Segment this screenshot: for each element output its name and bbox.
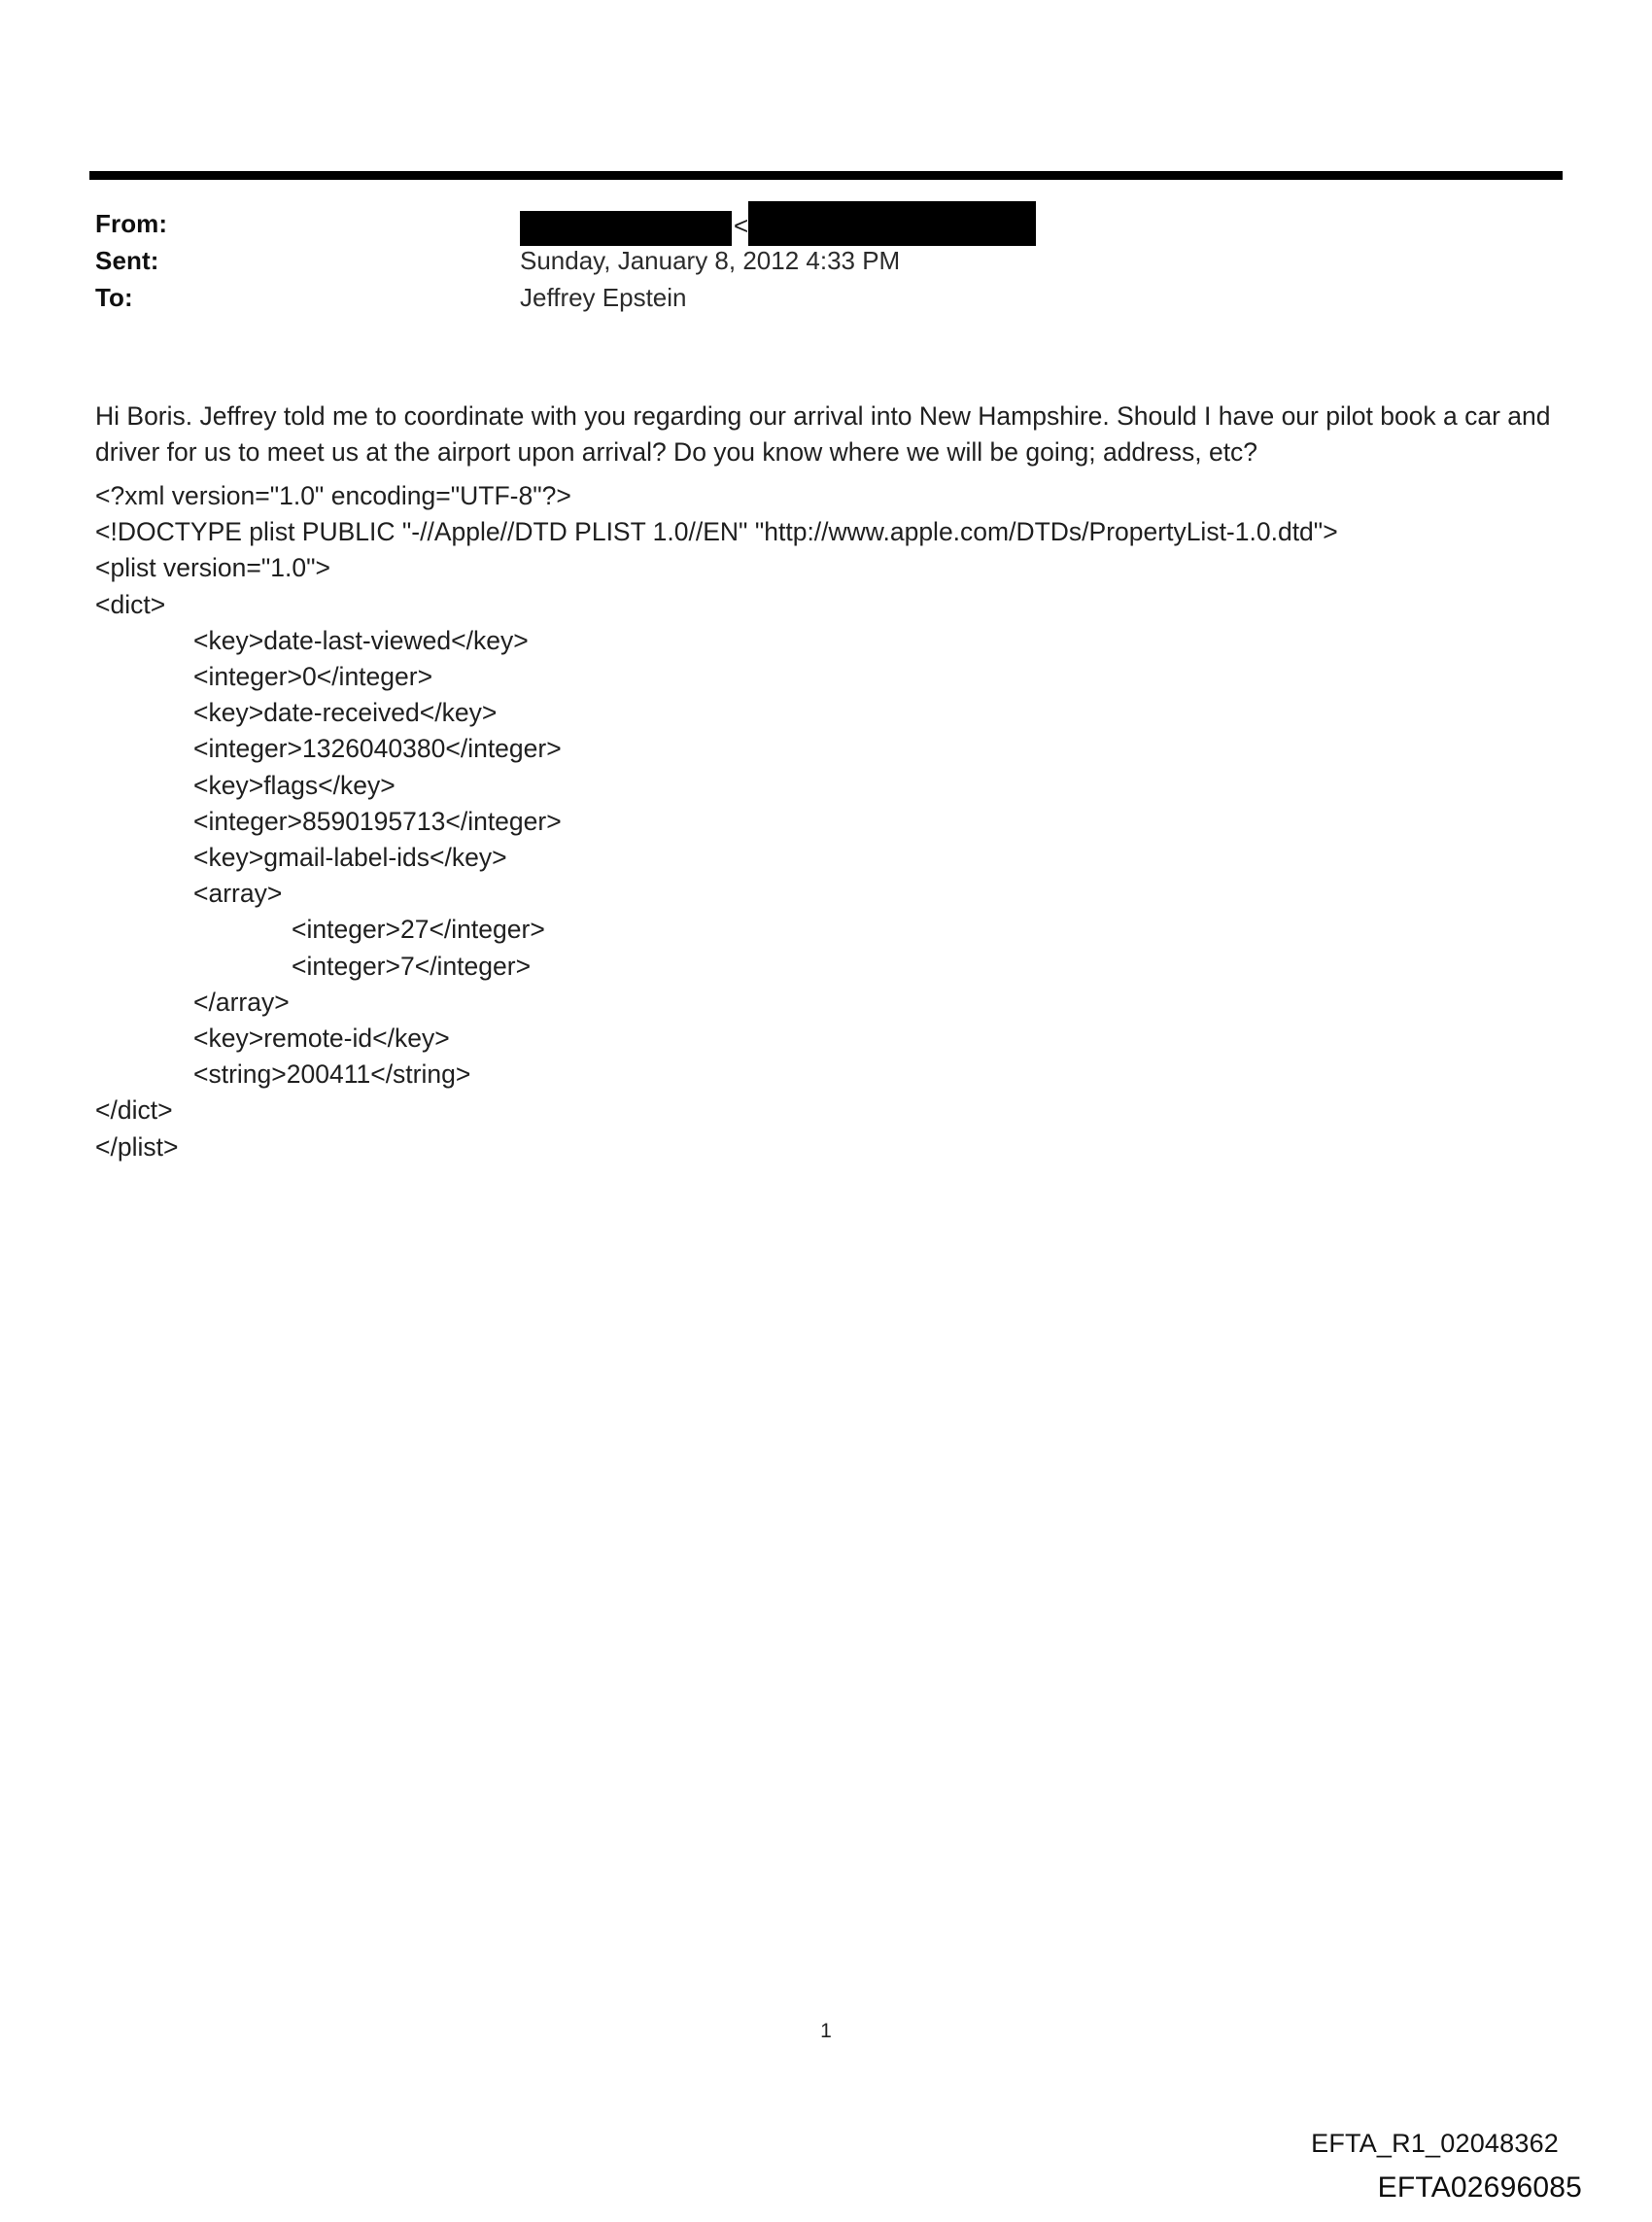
plist-line: <integer>7</integer> xyxy=(292,951,532,981)
header-divider-rule xyxy=(89,171,1563,180)
plist-line: <?xml version="1.0" encoding="UTF-8"?> xyxy=(95,481,571,510)
plist-line: <integer>1326040380</integer> xyxy=(193,734,562,764)
redaction-bar-from-name xyxy=(520,211,732,246)
to-label: To: xyxy=(95,283,133,312)
email-body-paragraph: Hi Boris. Jeffrey told me to coordinate with you regarding our arrival into New Hampshire. Should I have our pilot book a car and driver for us to meet us at the airport upon arrival? Do you know where we will be going; address, etc? xyxy=(95,401,1551,467)
plist-line: <string>200411</string> xyxy=(193,1059,471,1090)
plist-line: <key>flags</key> xyxy=(193,770,396,800)
sent-label: Sent: xyxy=(95,246,159,275)
header-row-sent xyxy=(95,246,1553,283)
plist-line: <dict> xyxy=(95,589,166,619)
plist-line: <!DOCTYPE plist PUBLIC "-//Apple//DTD PLIST 1.0//EN" "http://www.apple.com/DTDs/PropertyList-1.0.dtd"> xyxy=(95,517,1338,547)
from-angle-bracket: < xyxy=(734,211,749,240)
header-row-to xyxy=(95,283,1553,320)
email-body-block xyxy=(95,399,1563,470)
plist-line: </plist> xyxy=(95,1131,179,1162)
bates-number-secondary: EFTA02696085 xyxy=(1377,2171,1582,2204)
plist-line: </array> xyxy=(193,987,290,1017)
email-header-block xyxy=(95,209,1553,320)
bates-number-primary: EFTA_R1_02048362 xyxy=(1311,2129,1559,2158)
to-value: Jeffrey Epstein xyxy=(520,283,687,312)
plist-line: <integer>27</integer> xyxy=(292,915,545,945)
header-row-from xyxy=(95,209,1553,246)
plist-line: <plist version="1.0"> xyxy=(95,553,330,583)
plist-line: <integer>8590195713</integer> xyxy=(193,806,562,836)
plist-line: <key>date-received</key> xyxy=(193,698,498,728)
redaction-bar-from-email xyxy=(748,201,1036,246)
page-number: 1 xyxy=(820,2020,832,2042)
plist-line: </dict> xyxy=(95,1095,173,1126)
from-label: From: xyxy=(95,209,168,238)
plist-line: <key>remote-id</key> xyxy=(193,1024,450,1054)
plist-line: <array> xyxy=(193,879,283,909)
sent-value: Sunday, January 8, 2012 4:33 PM xyxy=(520,246,901,275)
plist-line: <key>gmail-label-ids</key> xyxy=(193,843,507,873)
plist-line: <key>date-last-viewed</key> xyxy=(193,625,529,655)
plist-line: <integer>0</integer> xyxy=(193,662,433,692)
plist-code-block xyxy=(95,478,1572,1165)
